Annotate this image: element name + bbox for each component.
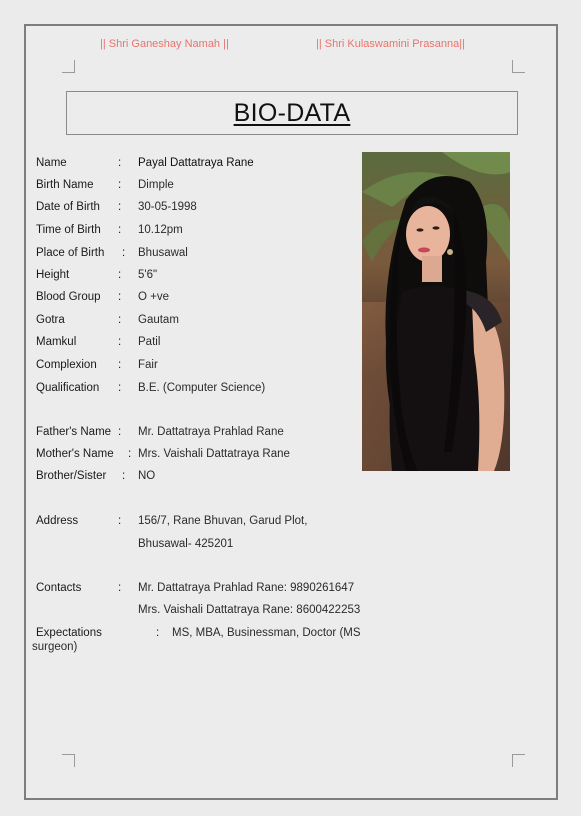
field-colon: : [118,336,122,348]
field-colon: : [128,448,132,460]
field-colon: : [118,426,122,438]
field-colon: : [156,627,160,639]
field-value: O +ve [138,291,170,303]
field-label: Place of Birth [36,247,105,259]
field-value: Payal Dattatraya Rane [138,157,254,169]
field-value: Dimple [138,179,174,191]
contact-line-2: Mrs. Vaishali Dattatraya Rane: 8600422253 [138,604,361,616]
field-label: Date of Birth [36,201,100,213]
field-label: Mother's Name [36,448,114,460]
field-label: Blood Group [36,291,101,303]
field-value: NO [138,470,156,482]
field-colon: : [118,382,122,394]
field-colon: : [122,470,126,482]
field-label: Time of Birth [36,224,101,236]
field-value: 5'6" [138,269,158,281]
field-label: Expectations [36,627,102,639]
field-colon: : [118,359,122,371]
field-value: Patil [138,336,161,348]
field-value: 30-05-1998 [138,201,197,213]
field-label: Height [36,269,70,281]
expectations-line-2: surgeon) [32,641,78,653]
field-label: Name [36,157,67,169]
field-label: Complexion [36,359,97,371]
field-label: Birth Name [36,179,94,191]
corner-mark-top-left [62,60,75,73]
field-colon: : [118,314,122,326]
field-label: Mamkul [36,336,77,348]
field-value: Fair [138,359,158,371]
field-colon: : [118,582,122,594]
field-value: B.E. (Computer Science) [138,382,266,394]
field-label: Father's Name [36,426,112,438]
field-label: Address [36,515,79,527]
header-left-blessing: || Shri Ganeshay Namah || [100,38,229,50]
field-colon: : [118,291,122,303]
field-label: Brother/Sister [36,470,107,482]
field-colon: : [118,201,122,213]
field-value: Mr. Dattatraya Prahlad Rane [138,426,284,438]
field-label: Contacts [36,582,82,594]
page-title: BIO-DATA [233,98,351,127]
field-colon: : [118,269,122,281]
field-colon: : [118,179,122,191]
field-label: Qualification [36,382,100,394]
field-colon: : [122,247,126,259]
field-value: 10.12pm [138,224,183,236]
address-line-1: 156/7, Rane Bhuvan, Garud Plot, [138,515,308,527]
field-colon: : [118,157,122,169]
corner-mark-top-right [512,60,525,73]
expectations-line-1: MS, MBA, Businessman, Doctor (MS [172,627,361,639]
biodata-page [24,24,558,800]
corner-mark-bottom-left [62,754,75,767]
field-colon: : [118,515,122,527]
field-value: Mrs. Vaishali Dattatraya Rane [138,448,290,460]
header-right-blessing: || Shri Kulaswamini Prasanna|| [316,38,465,50]
title-box [66,91,518,135]
field-colon: : [118,224,122,236]
address-line-2: Bhusawal- 425201 [138,538,234,550]
profile-photo [362,152,510,471]
field-label: Gotra [36,314,65,326]
corner-mark-bottom-right [512,754,525,767]
field-value: Bhusawal [138,247,188,259]
contact-line-1: Mr. Dattatraya Prahlad Rane: 9890261647 [138,582,355,594]
field-value: Gautam [138,314,179,326]
